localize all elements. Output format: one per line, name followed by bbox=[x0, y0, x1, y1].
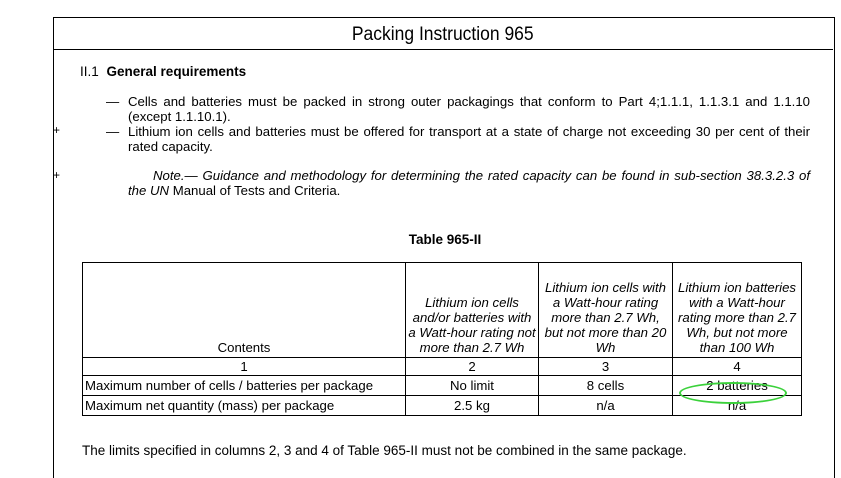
note-italic: Note.— Guidance and methodology for determining the rated capacity can be found in sub-section 38.3.2.3 of the UN bbox=[128, 168, 810, 198]
row-label: Maximum number of cells / batteries per package bbox=[83, 376, 406, 396]
bullet-text: Cells and batteries must be packed in strong outer packagings that conform to Part 4;1.1.1, 1.1.3.1 and 1.1.10 (except 1.1.10.1). bbox=[128, 94, 810, 124]
table-header-cell: Contents bbox=[83, 263, 406, 358]
table-cell: 2.5 kg bbox=[406, 396, 539, 416]
section-heading bbox=[80, 64, 246, 79]
table-cell: 2 batteries bbox=[673, 376, 802, 396]
bullet-dash: — bbox=[106, 94, 120, 109]
section-title: General requirements bbox=[106, 64, 247, 79]
table-cell: 8 cells bbox=[539, 376, 673, 396]
title-bar bbox=[53, 17, 833, 50]
column-number: 2 bbox=[406, 358, 539, 376]
revision-mark: + bbox=[53, 168, 61, 182]
table-header-cell: Lithium ion batteries with a Watt-hour rating more than 2.7 Wh, but not more than 100 Wh bbox=[673, 263, 802, 358]
revision-mark: + bbox=[53, 123, 61, 137]
table-title: Table 965-II bbox=[408, 232, 482, 247]
page-title: Packing Instruction 965 bbox=[352, 24, 534, 45]
table-header-row bbox=[83, 263, 802, 358]
column-number: 1 bbox=[83, 358, 406, 376]
note-paragraph bbox=[128, 168, 810, 198]
bullet-dash: — bbox=[106, 124, 120, 139]
section-number: II.1 bbox=[80, 64, 99, 79]
table-cell: n/a bbox=[673, 396, 802, 416]
bullet-text: Lithium ion cells and batteries must be offered for transport at a state of charge not exceeding 30 per cent of their rated capacity. bbox=[128, 124, 810, 154]
column-number: 3 bbox=[539, 358, 673, 376]
table-row bbox=[83, 358, 802, 376]
table-header-cell: Lithium ion cells with a Watt-hour rating more than 2.7 Wh, but not more than 20 Wh bbox=[539, 263, 673, 358]
footer-note: The limits specified in columns 2, 3 and 4 of Table 965-II must not be combined in the same package. bbox=[82, 443, 687, 458]
column-number: 4 bbox=[673, 358, 802, 376]
note-upright: Manual of Tests and Criteria. bbox=[169, 183, 341, 198]
table-cell: n/a bbox=[539, 396, 673, 416]
row-label: Maximum net quantity (mass) per package bbox=[83, 396, 406, 416]
highlight-circle bbox=[679, 382, 787, 404]
table-header-cell: Lithium ion cells and/or batteries with a Watt-hour rating not more than 2.7 Wh bbox=[406, 263, 539, 358]
table-cell: No limit bbox=[406, 376, 539, 396]
